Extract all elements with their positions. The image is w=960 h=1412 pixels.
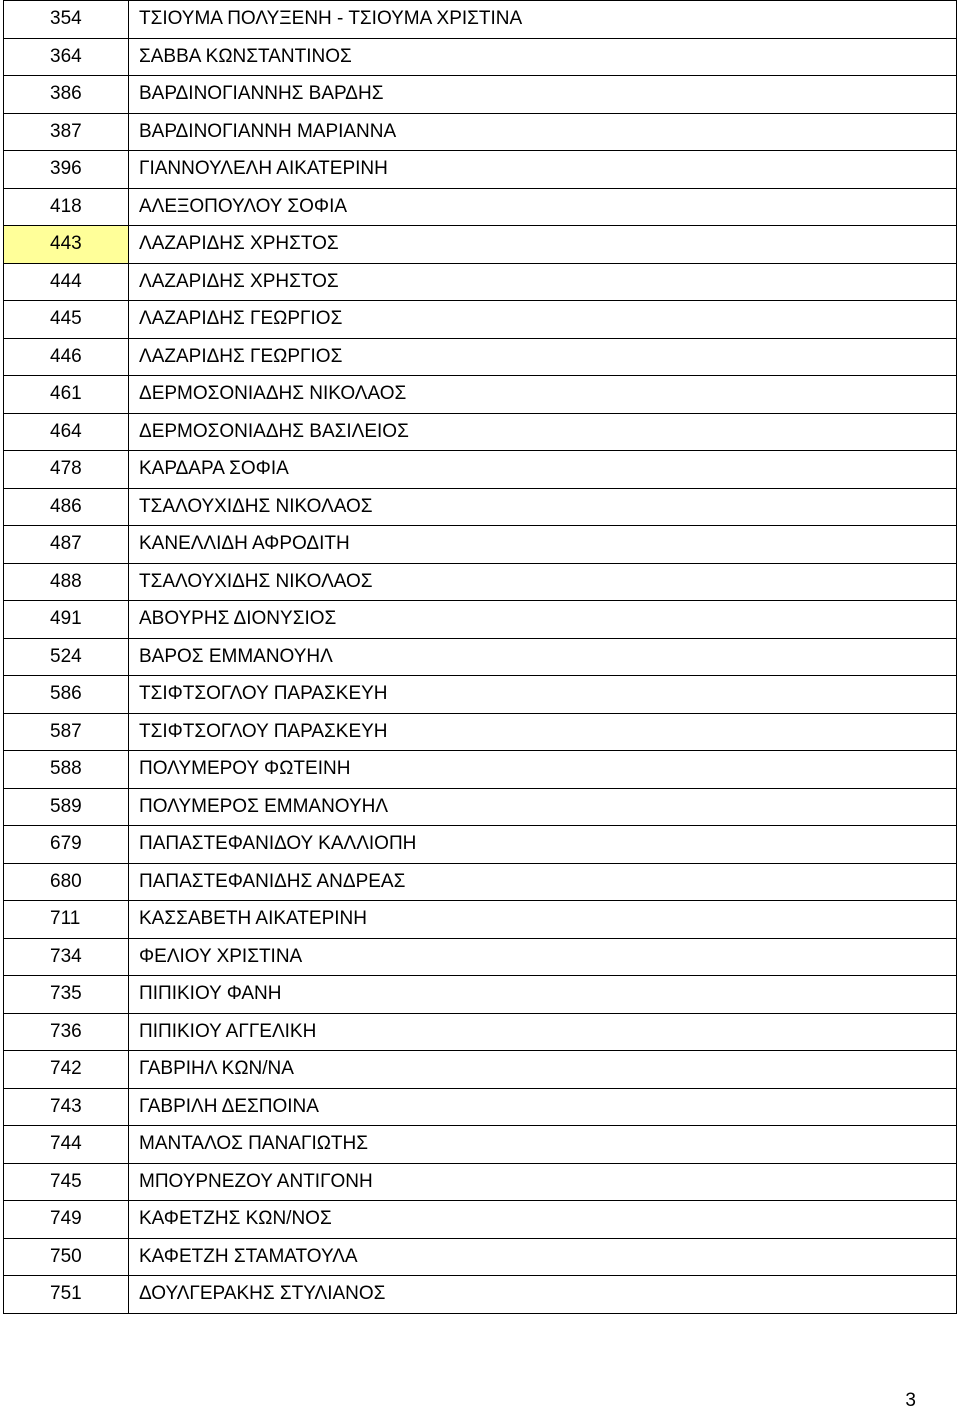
row-name-cell: ΣΑΒΒΑ ΚΩΝΣΤΑΝΤΙΝΟΣ bbox=[129, 38, 957, 76]
row-name-cell: ΤΣΑΛΟΥΧΙΔΗΣ ΝΙΚΟΛΑΟΣ bbox=[129, 563, 957, 601]
row-number-cell: 488 bbox=[4, 563, 129, 601]
row-number-cell: 445 bbox=[4, 301, 129, 339]
row-number-cell: 587 bbox=[4, 713, 129, 751]
row-name-cell: ΒΑΡΟΣ ΕΜΜΑΝΟΥΗΛ bbox=[129, 638, 957, 676]
row-number-cell: 586 bbox=[4, 676, 129, 714]
row-name-cell: ΛΑΖΑΡΙΔΗΣ ΓΕΩΡΓΙΟΣ bbox=[129, 301, 957, 339]
row-name-cell: ΑΒΟΥΡΗΣ ΔΙΟΝΥΣΙΟΣ bbox=[129, 601, 957, 639]
table-row bbox=[4, 413, 957, 451]
table-row bbox=[4, 1126, 957, 1164]
table-row bbox=[4, 376, 957, 414]
row-name-cell: ΓΑΒΡΙΗΛ ΚΩΝ/ΝΑ bbox=[129, 1051, 957, 1089]
row-name-cell: ΔΕΡΜΟΣΟΝΙΑΔΗΣ ΒΑΣΙΛΕΙΟΣ bbox=[129, 413, 957, 451]
row-number-cell: 742 bbox=[4, 1051, 129, 1089]
table-row bbox=[4, 338, 957, 376]
row-name-cell: ΠΙΠΙΚΙΟΥ ΦΑΝΗ bbox=[129, 976, 957, 1014]
row-name-cell: ΤΣΙΦΤΣΟΓΛΟΥ ΠΑΡΑΣΚΕΥΗ bbox=[129, 713, 957, 751]
row-number-cell: 680 bbox=[4, 863, 129, 901]
table-row bbox=[4, 1238, 957, 1276]
row-number-cell: 486 bbox=[4, 488, 129, 526]
table-row bbox=[4, 1276, 957, 1314]
row-number-cell: 751 bbox=[4, 1276, 129, 1314]
row-number-cell: 478 bbox=[4, 451, 129, 489]
row-number-cell: 387 bbox=[4, 113, 129, 151]
table-row bbox=[4, 601, 957, 639]
table-row bbox=[4, 826, 957, 864]
row-number-cell: 364 bbox=[4, 38, 129, 76]
row-number-cell: 396 bbox=[4, 151, 129, 189]
roster-table bbox=[3, 0, 957, 1314]
page-number: 3 bbox=[905, 1390, 916, 1411]
table-row bbox=[4, 1013, 957, 1051]
table-row bbox=[4, 563, 957, 601]
table-row bbox=[4, 1163, 957, 1201]
table-row bbox=[4, 263, 957, 301]
row-number-cell: 743 bbox=[4, 1088, 129, 1126]
table-row bbox=[4, 901, 957, 939]
row-number-cell: 736 bbox=[4, 1013, 129, 1051]
row-number-cell: 354 bbox=[4, 1, 129, 39]
row-number-cell: 524 bbox=[4, 638, 129, 676]
table-row bbox=[4, 751, 957, 789]
row-name-cell: ΠΟΛΥΜΕΡΟΣ ΕΜΜΑΝΟΥΗΛ bbox=[129, 788, 957, 826]
row-number-cell: 679 bbox=[4, 826, 129, 864]
row-number-cell: 491 bbox=[4, 601, 129, 639]
row-number-cell: 735 bbox=[4, 976, 129, 1014]
table-row bbox=[4, 526, 957, 564]
row-number-cell: 444 bbox=[4, 263, 129, 301]
row-number-cell: 461 bbox=[4, 376, 129, 414]
row-name-cell: ΠΙΠΙΚΙΟΥ ΑΓΓΕΛΙΚΗ bbox=[129, 1013, 957, 1051]
row-name-cell: ΛΑΖΑΡΙΔΗΣ ΧΡΗΣΤΟΣ bbox=[129, 226, 957, 264]
row-name-cell: ΛΑΖΑΡΙΔΗΣ ΓΕΩΡΓΙΟΣ bbox=[129, 338, 957, 376]
table-row bbox=[4, 1201, 957, 1239]
row-number-cell: 589 bbox=[4, 788, 129, 826]
row-name-cell: ΤΣΙΦΤΣΟΓΛΟΥ ΠΑΡΑΣΚΕΥΗ bbox=[129, 676, 957, 714]
row-name-cell: ΑΛΕΞΟΠΟΥΛΟΥ ΣΟΦΙΑ bbox=[129, 188, 957, 226]
row-name-cell: ΠΟΛΥΜΕΡΟΥ ΦΩΤΕΙΝΗ bbox=[129, 751, 957, 789]
row-name-cell: ΜΑΝΤΑΛΟΣ ΠΑΝΑΓΙΩΤΗΣ bbox=[129, 1126, 957, 1164]
row-name-cell: ΒΑΡΔΙΝΟΓΙΑΝΝΗΣ ΒΑΡΔΗΣ bbox=[129, 76, 957, 114]
table-row bbox=[4, 676, 957, 714]
row-name-cell: ΔΕΡΜΟΣΟΝΙΑΔΗΣ ΝΙΚΟΛΑΟΣ bbox=[129, 376, 957, 414]
row-number-cell: 386 bbox=[4, 76, 129, 114]
table-row bbox=[4, 788, 957, 826]
table-row bbox=[4, 113, 957, 151]
roster-table-body bbox=[4, 1, 957, 1314]
row-name-cell: ΤΣΙΟΥΜΑ ΠΟΛΥΞΕΝΗ - ΤΣΙΟΥΜΑ ΧΡΙΣΤΙΝΑ bbox=[129, 1, 957, 39]
table-row bbox=[4, 1051, 957, 1089]
row-name-cell: ΚΑΦΕΤΖΗΣ ΚΩΝ/ΝΟΣ bbox=[129, 1201, 957, 1239]
row-name-cell: ΠΑΠΑΣΤΕΦΑΝΙΔΗΣ ΑΝΔΡΕΑΣ bbox=[129, 863, 957, 901]
table-row bbox=[4, 1, 957, 39]
table-row bbox=[4, 188, 957, 226]
row-name-cell: ΚΑΦΕΤΖΗ ΣΤΑΜΑΤΟΥΛΑ bbox=[129, 1238, 957, 1276]
row-name-cell: ΚΑΝΕΛΛΙΔΗ ΑΦΡΟΔΙΤΗ bbox=[129, 526, 957, 564]
row-number-cell: 750 bbox=[4, 1238, 129, 1276]
table-row bbox=[4, 151, 957, 189]
row-name-cell: ΤΣΑΛΟΥΧΙΔΗΣ ΝΙΚΟΛΑΟΣ bbox=[129, 488, 957, 526]
row-name-cell: ΓΑΒΡΙΛΗ ΔΕΣΠΟΙΝΑ bbox=[129, 1088, 957, 1126]
row-number-cell: 464 bbox=[4, 413, 129, 451]
row-number-cell: 749 bbox=[4, 1201, 129, 1239]
row-number-cell: 588 bbox=[4, 751, 129, 789]
row-name-cell: ΦΕΛΙΟΥ ΧΡΙΣΤΙΝΑ bbox=[129, 938, 957, 976]
table-row bbox=[4, 863, 957, 901]
row-number-cell: 487 bbox=[4, 526, 129, 564]
row-name-cell: ΜΠΟΥΡΝΕΖΟΥ ΑΝΤΙΓΟΝΗ bbox=[129, 1163, 957, 1201]
row-number-cell: 443 bbox=[4, 226, 129, 264]
table-row bbox=[4, 451, 957, 489]
table-row bbox=[4, 38, 957, 76]
row-name-cell: ΛΑΖΑΡΙΔΗΣ ΧΡΗΣΤΟΣ bbox=[129, 263, 957, 301]
row-number-cell: 711 bbox=[4, 901, 129, 939]
table-row bbox=[4, 226, 957, 264]
table-row bbox=[4, 1088, 957, 1126]
row-number-cell: 745 bbox=[4, 1163, 129, 1201]
table-row bbox=[4, 488, 957, 526]
table-row bbox=[4, 976, 957, 1014]
row-name-cell: ΚΑΡΔΑΡΑ ΣΟΦΙΑ bbox=[129, 451, 957, 489]
table-row bbox=[4, 301, 957, 339]
row-name-cell: ΒΑΡΔΙΝΟΓΙΑΝΝΗ ΜΑΡΙΑΝΝΑ bbox=[129, 113, 957, 151]
row-name-cell: ΠΑΠΑΣΤΕΦΑΝΙΔΟΥ ΚΑΛΛΙΟΠΗ bbox=[129, 826, 957, 864]
table-row bbox=[4, 713, 957, 751]
row-name-cell: ΚΑΣΣΑΒΕΤΗ ΑΙΚΑΤΕΡΙΝΗ bbox=[129, 901, 957, 939]
table-row bbox=[4, 76, 957, 114]
row-number-cell: 744 bbox=[4, 1126, 129, 1164]
row-name-cell: ΓΙΑΝΝΟΥΛΕΛΗ ΑΙΚΑΤΕΡΙΝΗ bbox=[129, 151, 957, 189]
row-number-cell: 446 bbox=[4, 338, 129, 376]
table-row bbox=[4, 938, 957, 976]
row-number-cell: 734 bbox=[4, 938, 129, 976]
row-name-cell: ΔΟΥΛΓΕΡΑΚΗΣ ΣΤΥΛΙΑΝΟΣ bbox=[129, 1276, 957, 1314]
row-number-cell: 418 bbox=[4, 188, 129, 226]
table-row bbox=[4, 638, 957, 676]
